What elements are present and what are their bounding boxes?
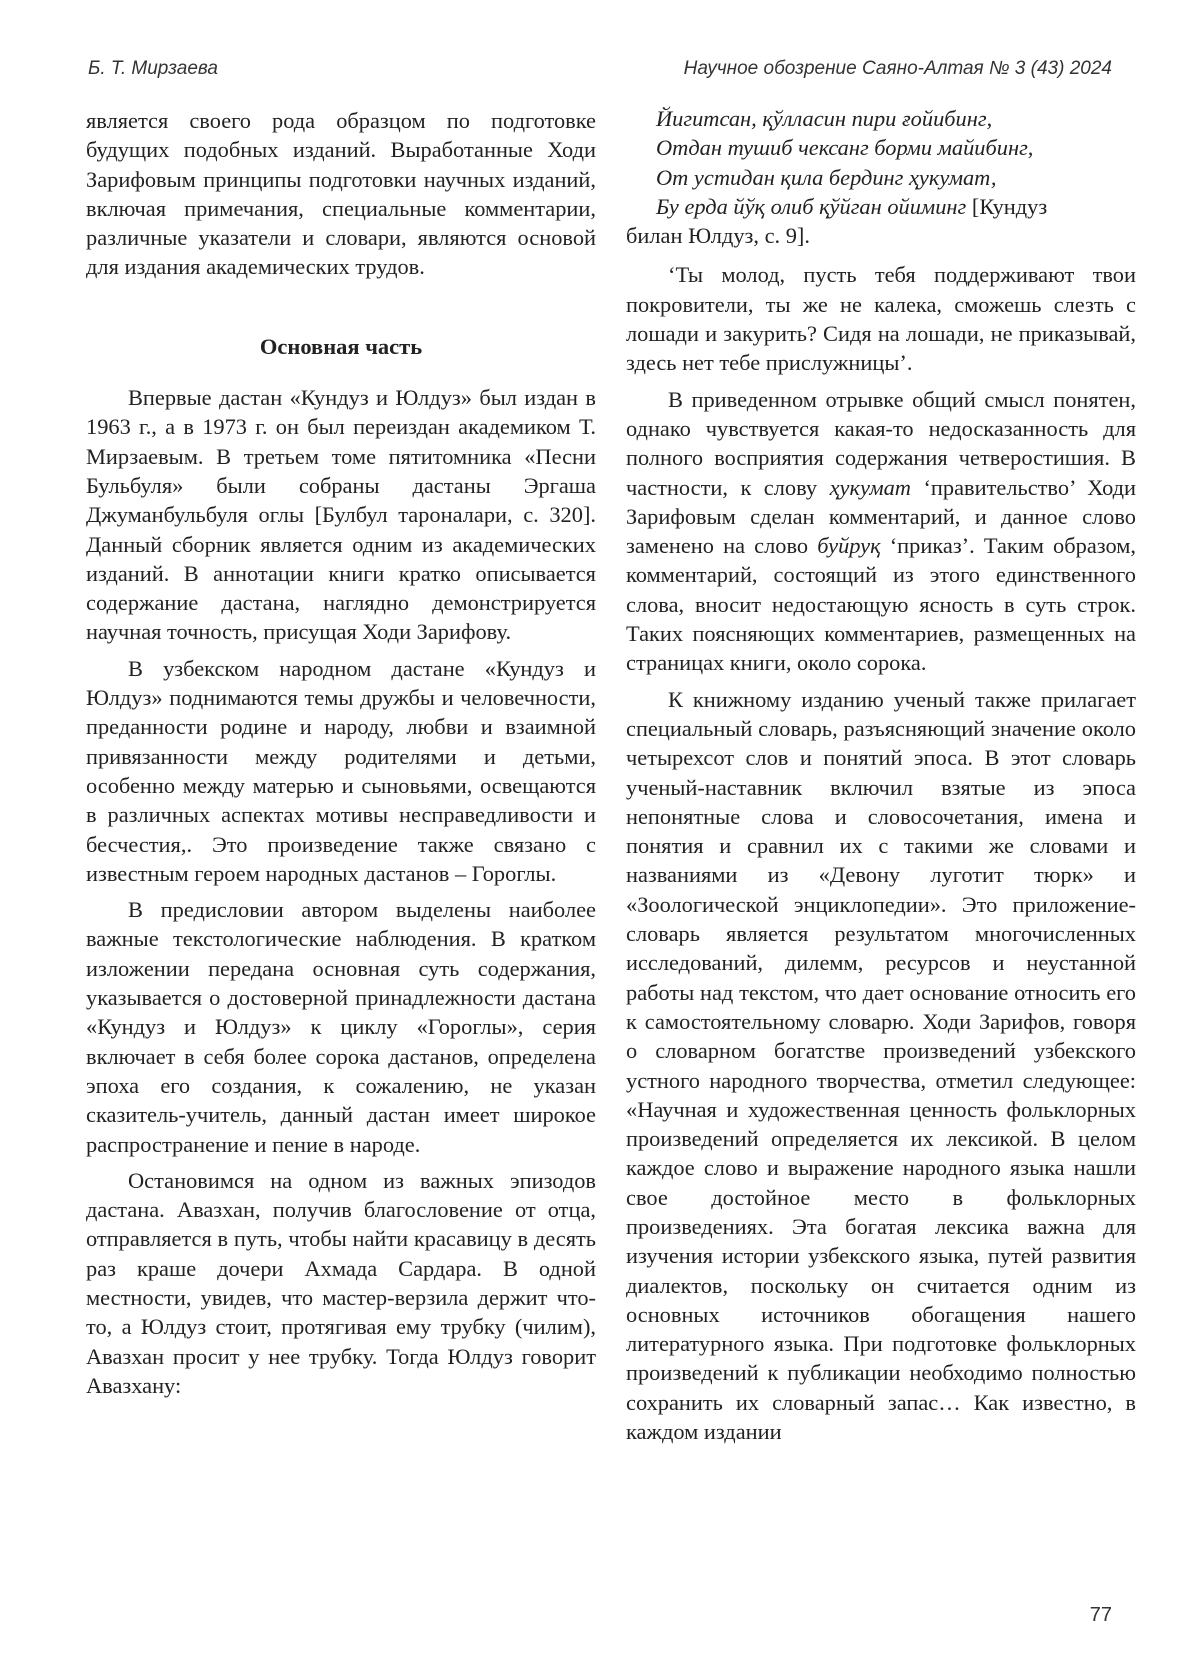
running-head <box>88 58 1112 88</box>
right-column <box>626 104 1136 1446</box>
section-title: Основная часть <box>259 333 423 359</box>
verse-line: Йигитсан, қўлласин пири ғойибинг, <box>656 106 993 131</box>
header-journal: Научное обозрение Саяно-Алтая № 3 (43) 2024 <box>683 58 1112 79</box>
translation-paragraph: ‘Ты молод, пусть тебя поддерживают твои покровители, ты же не калека, сможешь слезть с лошади и закурить? Сидя на лошади, не приказывай, здесь нет тебе прислужницы’. <box>626 262 1136 376</box>
header-author: Б. Т. Мирзаева <box>88 58 218 79</box>
term-italic: ҳукумат <box>829 474 911 500</box>
text-run: В приведенном отрывке общий смысл понятен, однако чувствуется какая-то недосказанность для полного восприятия содержания четверостишия. В частности, к слову <box>626 386 1136 500</box>
paragraph: К книжному изданию ученый также прилагает специальный словарь, разъясняющий значение около четырехсот слов и понятий эпоса. В этот словарь ученый-наставник включил взятые из эпоса непонятные слова и словосочетания, имена и понятия и сравнил их с такими же словами и названиями из «Девону луготит тюрк» и «Зоологической энциклопедии». Это приложение-словарь является результатом многочисленных исследований, дилемм, ресурсов и неустанной работы над текстом, что дает основание относить его к самостоятельному словарю. Ходи Зарифов, говоря о словарном богатстве произведений узбекского устного народного творчества, отметил следующее: «Научная и художественная ценность фольклорных произведений определяется их лексикой. В целом каждое слово и выражение народного языка нашли свое достойное место в фольклорных произведениях. Эта богатая лексика важна для изучения истории узбекского языка, путей развития диалектов, поскольку он считается одним из основных источников обогащения нашего литературного языка. При подготовке фольклорных произведений к публикации необходимо полностью сохранить их словарный запас… Как известно, в каждом издании <box>626 686 1136 1445</box>
citation-continued: билан Юлдуз, с. 9]. <box>626 223 810 249</box>
verse-quote <box>626 104 1136 250</box>
paragraph <box>626 385 1136 678</box>
text-run: ‘правительство’ Ходи Зарифовым сделан комментарий, и данное слово заменено на слово <box>626 474 1136 559</box>
left-column <box>86 106 596 1400</box>
verse-line: Отдан тушиб чексанг борми майибинг, <box>656 135 1034 161</box>
paragraph: Впервые дастан «Кундуз и Юлдуз» был издан в 1963 г., а в 1973 г. он был переиздан академиком Т. Мирзаевым. В третьем томе пятитомника «Песни Бульбуля» были собраны дастаны Эргаша Джуманбульбуля оглы [Булбул тароналари, с. 320]. Данный сборник является одним из академических изданий. В аннотации книги кратко описывается содержание дастана, наглядно демонстрируется научная точность, присущая Ходи Зарифову. <box>86 385 596 645</box>
verse-line: От устидан қила бердинг ҳукумат, <box>656 164 997 190</box>
text-run: ‘приказ’. Таким образом, комментарий, состоящий из этого единственного слова, вносит недостающую ясность в суть строк. Таких поясняющих комментариев, размещенных на страницах книги, около сорока. <box>626 533 1137 676</box>
verse-line-last <box>626 192 1136 221</box>
verse-line-text: Бу ерда йўқ олиб қўйган ойиминг <box>656 193 967 219</box>
page-number: 77 <box>1089 1604 1112 1626</box>
citation: [Кундуз <box>971 193 1048 219</box>
term-italic: буйруқ <box>817 533 881 559</box>
paragraph-intro-end: является своего рода образцом по подготовке будущих подобных изданий. Выработанные Ходи Зарифовым принципы подготовки научных изданий, включая примечания, специальные комментарии, различные указатели и словари, являются основой для издания академических трудов. <box>86 108 596 280</box>
paragraph: Остановимся на одном из важных эпизодов дастана. Авазхан, получив благословение от отца, отправляется в путь, чтобы найти красавицу в десять раз краше дочери Ахмада Сардара. В одной местности, увидев, что мастер-верзила держит что-то, а Юлдуз стоит, протягивая ему трубку (чилим), Авазхан просит у нее трубку. Тогда Юлдуз говорит Авазхану: <box>86 1167 596 1398</box>
paragraph: В узбекском народном дастане «Кундуз и Юлдуз» поднимаются темы дружбы и человечности, преданности родине и народу, любви и взаимной привязанности между родителями и детьми, особенно между матерью и сыновьями, освещаются в различных аспектах мотивы несправедливости и бесчестия,. Это произведение также связано с известным героем народных дастанов – Гороглы. <box>86 655 596 886</box>
paragraph: В предисловии автором выделены наиболее важные текстологические наблюдения. В кратком изложении передана основная суть содержания, указывается о достоверной принадлежности дастана «Кундуз и Юлдуз» к циклу «Гороглы», серия включает в себя более сорока дастанов, определена эпоха его создания, к сожалению, не указан сказитель-учитель, данный дастан имеет широкое распространение и пение в народе. <box>86 897 596 1157</box>
